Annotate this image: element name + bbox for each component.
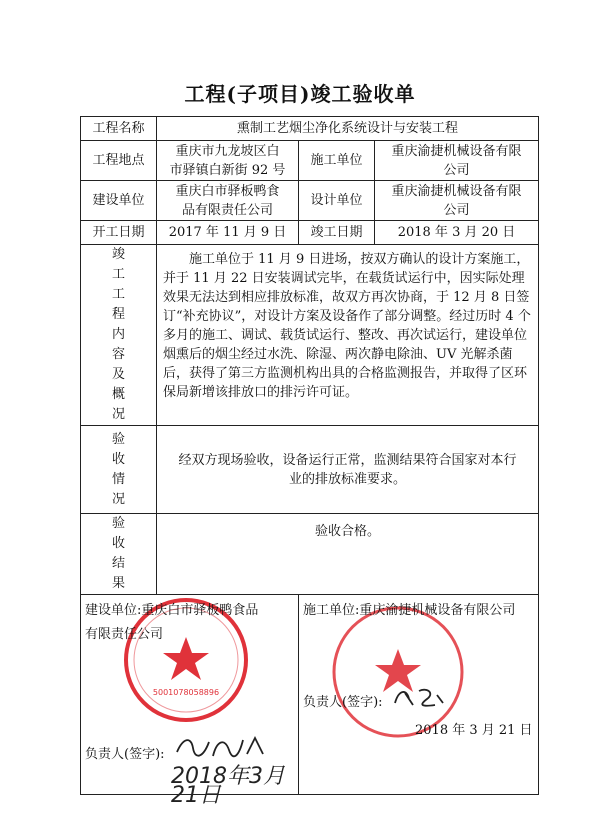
- content-char: 概: [111, 387, 125, 402]
- row-inspection: [81, 426, 539, 514]
- inspection-line1: 经双方现场验收，设备运行正常，监测结果符合国家对本行: [178, 452, 517, 468]
- inspection-char: 收: [111, 451, 125, 467]
- row-result: [81, 514, 539, 595]
- left-unit-label: 建设单位:: [85, 603, 142, 618]
- row-building-design: [81, 181, 539, 221]
- inspection-char: 验: [111, 431, 125, 447]
- row-content: [81, 245, 539, 426]
- content-char: 竣: [111, 247, 125, 262]
- label-construction-unit: 施工单位: [299, 141, 375, 181]
- acceptance-form-table: [80, 116, 539, 808]
- construction-unit-line2: 公司: [443, 162, 470, 178]
- label-content: [81, 245, 157, 426]
- left-person-label: 负责人(签字):: [85, 747, 165, 762]
- value-construction-unit: [375, 141, 539, 181]
- right-person-label: 负责人(签字):: [303, 695, 383, 710]
- content-char: 工: [111, 267, 125, 282]
- left-unit-name-line1: 重庆白市驿板鸭食品: [141, 603, 259, 618]
- handwritten-signature-right: [391, 683, 447, 711]
- left-unit-line1: [85, 601, 285, 620]
- row-signatures: [81, 595, 539, 795]
- label-start-date: 开工日期: [81, 221, 157, 245]
- content-description: 施工单位于 11 月 9 日进场，按双方确认的设计方案施工，并于 11 月 22 日安装调试完毕，在载货试运行中，因实际处理效果无法达到相应排放标准，故双方再次协商，于 12 月 8 日签订“补充协议”，对设计方案及设备作了部分调整。经过历时 4 个多月的施工、调试、载货试运行、整改、再次试运行，建设单位烟熏后的烟尘经过水洗、除湿、两次静电除油、UV 光解杀菌后，获得了第三方监测机构出具的合格监测报告，并取得了区环保局新增该排放口的排污许可证。: [157, 245, 539, 426]
- row-site-construction: [81, 141, 539, 181]
- content-char: 容: [111, 347, 125, 362]
- inspection-description: [157, 426, 539, 514]
- left-handwritten-date: 2018年3月21日: [171, 764, 285, 808]
- design-unit-line1: 重庆渝捷机械设备有限: [391, 183, 522, 199]
- building-unit-line1: 重庆白市驿板鸭食: [175, 183, 280, 199]
- result-char: 收: [111, 536, 125, 551]
- result-char: 验: [111, 516, 125, 531]
- left-unit-name-line2: 有限责任公司: [85, 627, 164, 642]
- row-dates: [81, 221, 539, 245]
- result-char: 果: [111, 576, 125, 591]
- design-unit-line2: 公司: [443, 202, 470, 218]
- value-completion-date: 2018 年 3 月 20 日: [375, 221, 539, 245]
- value-design-unit: [375, 181, 539, 221]
- value-building-unit: [157, 181, 299, 221]
- project-site-line2: 市驿镇白新街 92 号: [169, 162, 286, 178]
- row-project-name: [81, 117, 539, 141]
- label-building-unit: 建设单位: [81, 181, 157, 221]
- label-result: [81, 514, 157, 595]
- svg-text:5001078058896: 5001078058896: [152, 688, 220, 697]
- right-unit-name: 重庆渝捷机械设备有限公司: [359, 603, 516, 618]
- right-unit-label: 施工单位:: [303, 603, 360, 618]
- signature-construction-unit: [299, 595, 539, 795]
- document-title: 工程(子项目)竣工验收单: [184, 82, 416, 106]
- project-site-line1: 重庆市九龙坡区白: [175, 143, 280, 159]
- content-char: 程: [111, 307, 125, 322]
- value-project-site: [157, 141, 299, 181]
- inspection-char: 况: [111, 491, 125, 507]
- right-unit-line: [303, 601, 543, 620]
- content-char: 况: [111, 407, 125, 422]
- label-project-site: 工程地点: [81, 141, 157, 181]
- inspection-char: 情: [111, 471, 125, 487]
- label-completion-date: 竣工日期: [299, 221, 375, 245]
- content-char: 工: [111, 287, 125, 302]
- result-char: 结: [111, 556, 125, 571]
- content-char: 内: [111, 327, 125, 342]
- handwritten-signature-left: [173, 730, 273, 762]
- content-char: 及: [111, 367, 125, 382]
- right-date: 2018 年 3 月 21 日: [415, 723, 533, 738]
- construction-unit-line1: 重庆渝捷机械设备有限: [391, 143, 522, 159]
- building-unit-line2: 品有限责任公司: [181, 202, 273, 218]
- signature-building-unit: [81, 595, 299, 808]
- value-start-date: 2017 年 11 月 9 日: [157, 221, 299, 245]
- label-project-name: 工程名称: [81, 117, 157, 141]
- value-project-name: 熏制工艺烟尘净化系统设计与安装工程: [157, 117, 539, 141]
- label-inspection: [81, 426, 157, 514]
- label-design-unit: 设计单位: [299, 181, 375, 221]
- result-description: 验收合格。: [157, 514, 539, 595]
- inspection-line2: 业的排放标准要求。: [288, 471, 406, 487]
